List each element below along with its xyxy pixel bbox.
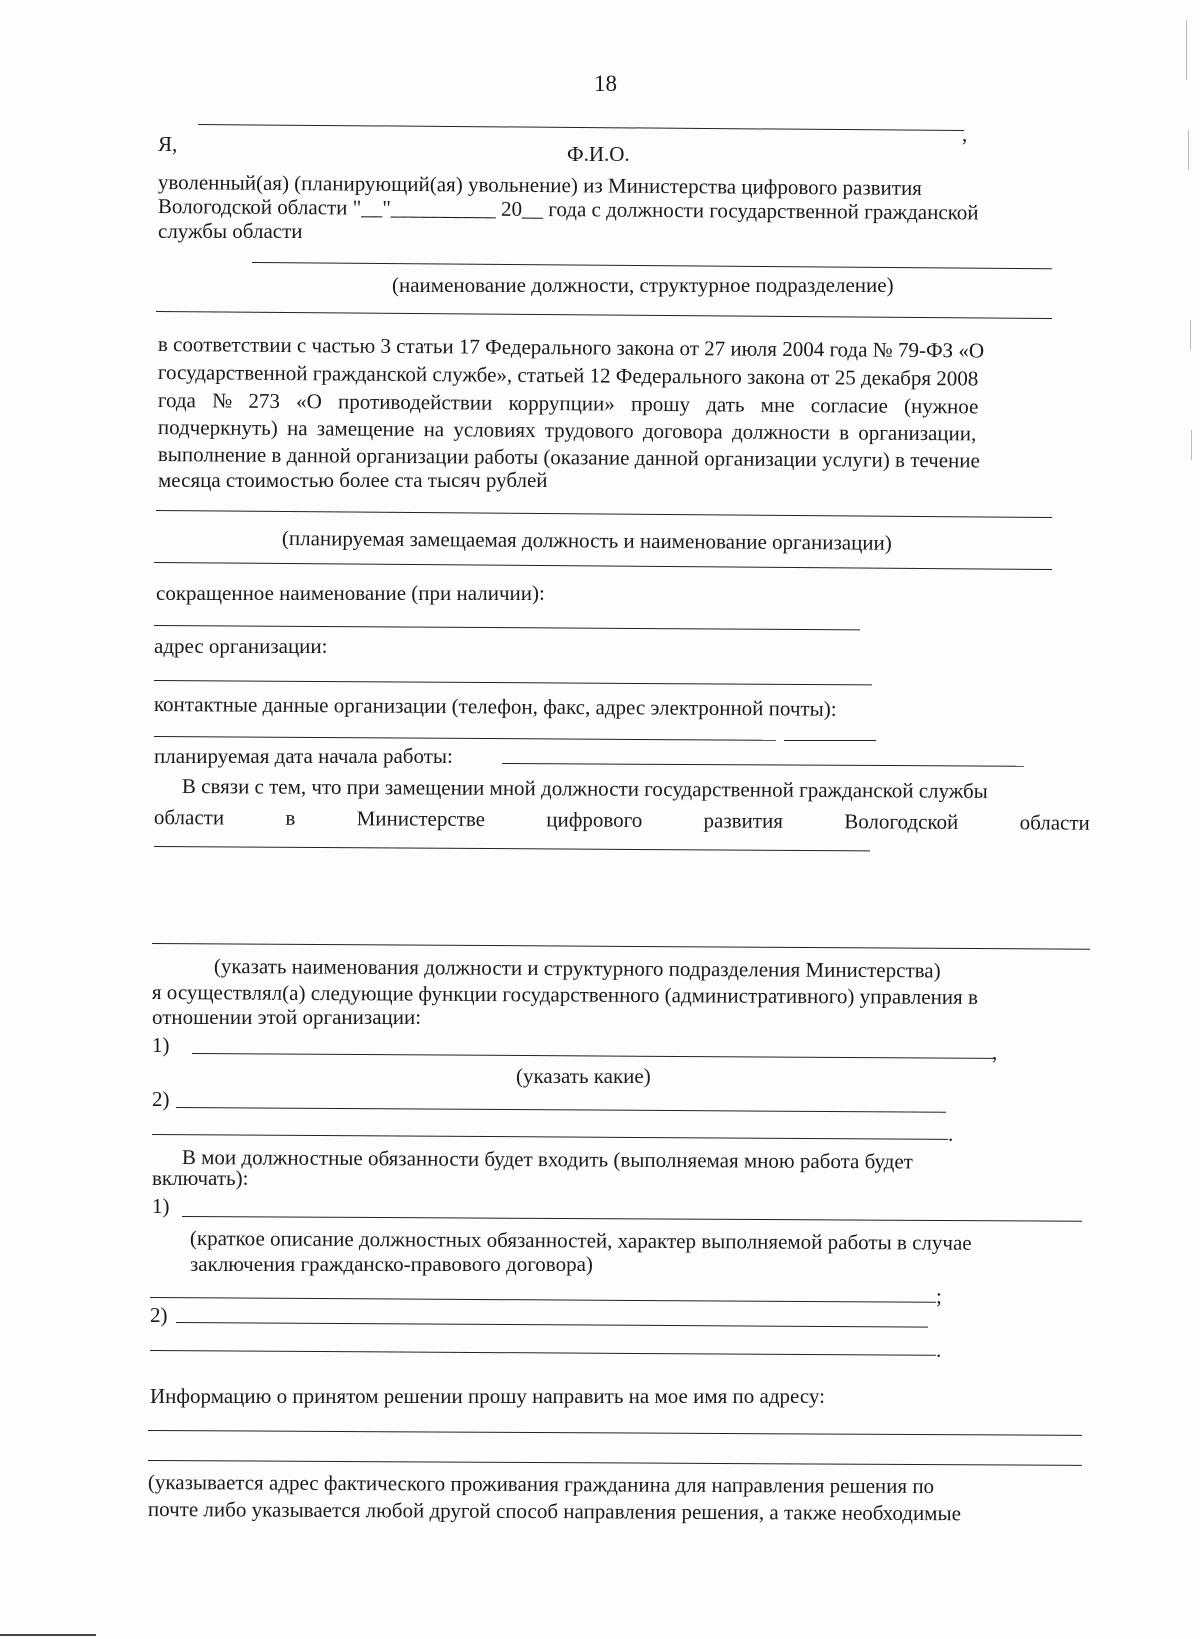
page-number: 18 [594, 71, 617, 96]
text-line: отношении этой организации: [152, 1005, 422, 1029]
caption-reply-address: (указывается адрес фактического проживания гражданина для направления решения по [147, 1470, 935, 1499]
text-line: Вологодской области "__"__________ 20__ года с должности государственной гражданской [157, 194, 979, 225]
blank-line-contacts-2 [784, 740, 876, 741]
blank-line-function-2 [176, 1107, 946, 1113]
caption-fio: Ф.И.О. [567, 142, 630, 166]
blank-line-function-2b [152, 1134, 948, 1140]
word: Вологодской [844, 809, 959, 834]
field-label-address: адрес организации: [154, 634, 328, 658]
caption-duties: заключения гражданско-правового договора) [190, 1252, 593, 1276]
field-label-start-date: планируемая дата начала работы: [154, 744, 453, 768]
text-line: Информацию о принятом решении прошу направить на мое имя по адресу: [150, 1384, 825, 1408]
field-label-short-name: сокращенное наименование (при наличии): [156, 581, 545, 605]
blank-line-contacts [154, 736, 776, 741]
caption-position: (наименование должности, структурное подразделение) [392, 273, 894, 297]
blank-line-ministry-position [154, 846, 870, 851]
text-line: службы области [158, 219, 303, 243]
text-line: я осуществлял(а) следующие функции государственного (административного) управления в [151, 980, 978, 1010]
text-line: выполнение в данной организации работы (оказание данной организации услуги) в течение [157, 442, 981, 473]
blank-line-position [252, 262, 1052, 269]
blank-line-duty-2 [176, 1322, 928, 1328]
text-line: уволенный(ая) (планирующий(ая) увольнение) из Министерства цифрового развития [157, 170, 922, 200]
text-line: государственной гражданской службе», статьей 12 Федерального закона от 25 декабря 2008 [157, 360, 979, 391]
word: Министерстве [356, 806, 486, 832]
text-line: в соответствии с частью 3 статьи 17 Федерального закона от 27 июля 2004 года № 79-ФЗ «О [157, 332, 985, 363]
blank-line-duty-2b [150, 1350, 936, 1356]
punctuation: . [948, 1122, 954, 1146]
blank-line-duty-1 [182, 1216, 1082, 1222]
list-number: 1) [152, 1194, 170, 1218]
blank-line-reply-address-2 [148, 1460, 1082, 1466]
word: области [1019, 810, 1090, 835]
blank-line-short-name [154, 625, 860, 630]
word: развития [703, 808, 784, 833]
list-number: 2) [150, 1303, 168, 1327]
scan-edge-mark [0, 1634, 96, 1636]
word: цифрового [546, 807, 643, 832]
caption-reply-address: почте либо указывается любой другой способ направления решения, а также необходимые [147, 1497, 962, 1526]
text-line: подчеркнуть) на замещение на условиях трудового договора должности в организации, [157, 415, 977, 446]
blank-line-new-position-2 [154, 562, 1052, 570]
caption-new-position: (планируемая замещаемая должность и наименование организации) [281, 526, 892, 555]
punctuation: . [936, 1338, 942, 1362]
blank-line-reply-address [148, 1430, 1082, 1436]
text-line: года № 273 «О противодействии коррупции» прошу дать мне согласие (нужное [157, 388, 979, 419]
caption-duties: (краткое описание должностных обязанностей, характер выполняемой работы в случае [189, 1226, 972, 1255]
caption-which: (указать какие) [516, 1064, 651, 1088]
blank-line-ministry-position-2 [152, 943, 1090, 950]
list-number: 1) [152, 1033, 170, 1057]
text-line: В связи с тем, что при замещении мной должности государственной гражданской службы [181, 774, 988, 803]
scan-edge-mark [1186, 20, 1187, 80]
text-line: месяца стоимостью более ста тысяч рублей [158, 468, 548, 492]
blank-line-new-position [156, 510, 1052, 518]
blank-line-start-date [502, 763, 1024, 767]
blank-line-function-1 [192, 1053, 994, 1059]
punctuation: ; [936, 1284, 942, 1308]
scan-edge-mark [1190, 320, 1191, 350]
text-line: В мои должностные обязанности будет входить (выполняемая мною работа будет [181, 1145, 913, 1174]
field-label-contacts: контактные данные организации (телефон, факс, адрес электронной почты): [153, 692, 837, 721]
text-line: Я, [158, 132, 178, 156]
paragraph-line [182, 1145, 1086, 1176]
blank-line-address [154, 680, 872, 685]
word: в [285, 805, 296, 830]
punctuation: , [992, 1040, 998, 1064]
scan-edge-mark [1188, 130, 1189, 170]
blank-line-duty-1b [150, 1297, 936, 1303]
blank-line-position-2 [156, 311, 1052, 319]
paragraph-line [154, 805, 1090, 836]
caption-ministry-position: (указать наименования должности и структурного подразделения Министерства) [213, 954, 941, 983]
punctuation: , [962, 122, 968, 146]
scan-edge-mark [1191, 430, 1192, 460]
word: области [153, 805, 225, 830]
list-number: 2) [152, 1087, 170, 1111]
blank-line-fio [198, 124, 964, 131]
text-line: включать): [152, 1166, 249, 1190]
